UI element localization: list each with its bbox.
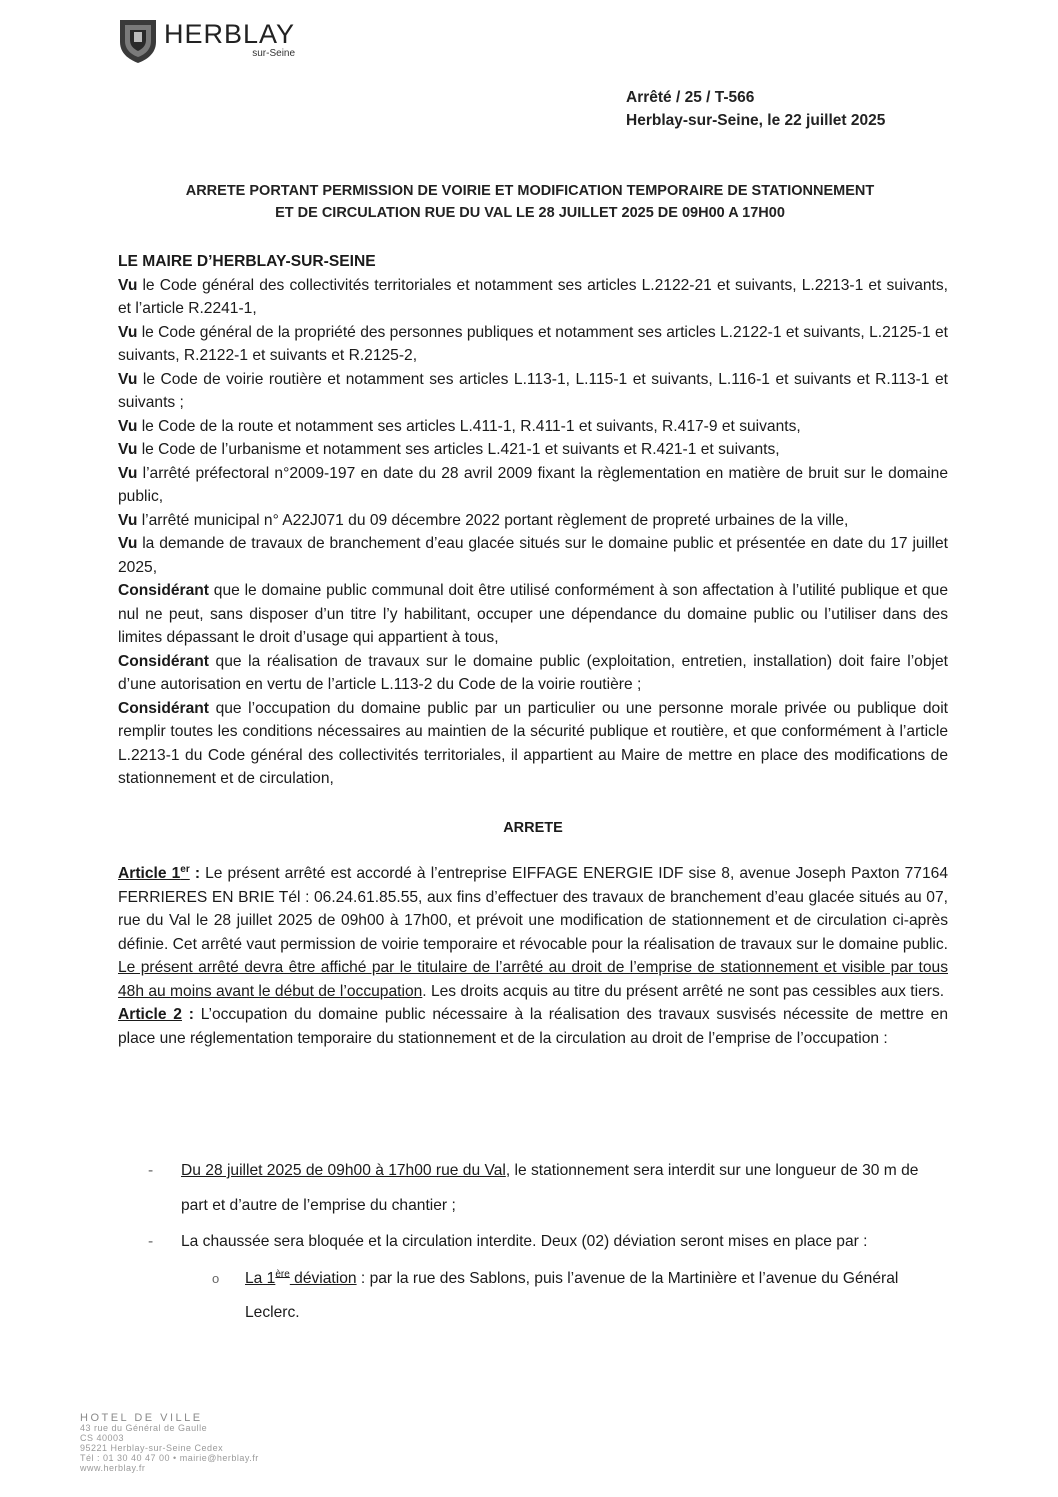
list-item <box>118 1225 948 1260</box>
visa-lead: Vu <box>118 511 138 529</box>
article-2-colon: : <box>181 1006 201 1023</box>
visa-lead: Vu <box>118 323 138 341</box>
visa-paragraph <box>118 462 948 509</box>
footer-address: 43 rue du Général de Gaulle <box>80 1423 208 1433</box>
considerant-lead: Considérant <box>118 582 209 599</box>
considerant-lead: Considérant <box>118 699 209 717</box>
list-item-underlined: Du 28 juillet 2025 de 09h00 à 17h00 rue du Val <box>181 1162 506 1179</box>
sub-item-sup: ère <box>275 1268 290 1280</box>
sub-item-text: : par la rue des Sablons, puis l’avenue de la Martinière et l’avenue du Général Leclerc. <box>245 1269 899 1321</box>
article-1-label-text: Article 1 <box>118 865 181 882</box>
visa-text: le Code de voirie routière et notamment ses articles L.113-1, L.115-1 et suivants, L.116-1 et suivants et R.113-1 et suivants ; <box>118 370 948 411</box>
article-1-label-sup: er <box>180 863 190 875</box>
article-2-label: Article 2 <box>118 1006 182 1023</box>
visa-text: le Code de la route et notamment ses articles L.411-1, R.411-1 et suivants, R.417-9 et suivants, <box>137 417 801 435</box>
title-line-2: ET DE CIRCULATION RUE DU VAL LE 28 JUILLET 2025 DE 09H00 A 17H00 <box>275 205 785 221</box>
city-crest-icon <box>116 16 160 64</box>
visa-paragraph <box>118 415 948 439</box>
considerant-lead: Considérant <box>118 652 209 670</box>
article-1-colon: : <box>189 865 206 882</box>
place-and-date: Herblay-sur-Seine, le 22 juillet 2025 <box>626 112 886 129</box>
article-2 <box>118 1003 948 1050</box>
list-item-text: La chaussée sera bloquée et la circulation interdite. Deux (02) déviation seront mises en place par : <box>181 1233 868 1250</box>
article-1-label <box>118 865 190 882</box>
document-body <box>118 250 948 1050</box>
article-1-tail: . Les droits acquis au titre du présent arrêté ne sont pas cessibles aux tiers. <box>422 982 945 1000</box>
footer-cs: CS 40003 <box>80 1433 125 1443</box>
visa-lead: Vu <box>118 276 138 294</box>
title-line-1: ARRETE PORTANT PERMISSION DE VOIRIE ET MODIFICATION TEMPORAIRE DE STATIONNEMENT <box>185 183 875 199</box>
list-item <box>118 1154 948 1223</box>
considerant-text: que l’occupation du domaine public par un particulier ou une personne morale privée ou publique doit remplir toutes les conditions nécessaires au maintien de la sécurité publique et routière, et que conformément à l’article L.2213-1 du Code général des collectivités territoriales, il appartient au Maire de mettre en place des modifications de stationnement et de circulation, <box>118 699 948 787</box>
document-title <box>60 180 1000 224</box>
considerant-paragraph <box>118 697 948 791</box>
considerant-text: que la réalisation de travaux sur le domaine public (exploitation, entretien, installation) doit faire l’objet d’une autorisation en vertu de l’article L.113-2 du Code de la voirie routière ; <box>118 652 948 693</box>
considerant-paragraph <box>118 579 948 650</box>
footer-contact: Tél : 01 30 40 47 00 • mairie@herblay.fr <box>80 1453 259 1463</box>
visa-paragraph <box>118 368 948 415</box>
visa-paragraph <box>118 321 948 368</box>
logo-subtitle: sur-Seine <box>252 48 296 59</box>
circle-bullet-icon: o <box>212 1270 220 1286</box>
visa-text: le Code général de la propriété des personnes publiques et notamment ses articles L.2122-1 et suivants, L.2125-1 et suivants, R.2122-1 et suivants et R.2125-2, <box>118 323 948 364</box>
arrete-heading: ARRETE <box>503 819 563 836</box>
list-item-text: , le stationnement sera interdit sur une longueur de 30 m de part et d’autre de l’emprise du chantier ; <box>181 1162 919 1214</box>
considerant-text: que le domaine public communal doit être utilisé conformément à son affectation à l’utilité publique et que nul ne peut, sans disposer d’un titre l’y habilitant, occuper une dépendance du domaine public ou l’utiliser dans des limites dépassant le droit d’usage qui appartient à tous, <box>118 582 948 646</box>
visa-text: le Code de l’urbanisme et notamment ses articles L.421-1 et suivants et R.421-1 et suivants, <box>137 441 780 458</box>
dash-bullet-icon: - <box>148 1233 154 1250</box>
decree-reference-block <box>626 86 885 132</box>
visa-text: le Code général des collectivités territoriales et notamment ses articles L.2122-21 et suivants, L.2213-1 et suivants, et l’article R.2241-1, <box>118 276 948 317</box>
logo-name: HERBLAY <box>164 19 296 49</box>
visa-paragraph <box>118 438 948 462</box>
footer-website: www.herblay.fr <box>80 1463 146 1473</box>
article-1-text: Le présent arrêté est accordé à l’entreprise EIFFAGE ENERGIE IDF sise 8, avenue Joseph Paxton 77164 FERRIERES EN BRIE Tél : 06.24.61.85.55, aux fins d’effectuer des travaux de branchement d’eau glacée situés au 07, rue du Val le 28 juillet 2025 de 09h00 à 17h00, et prévoit une modification de stationnement et de circulation ci-après définie. Cet arrêté vaut permission de voirie temporaire et révocable pour la réalisation de travaux sur le domaine public. <box>118 865 948 953</box>
visa-lead: Vu <box>118 535 138 552</box>
dash-bullet-icon: - <box>148 1162 154 1179</box>
measures-list <box>118 1154 948 1331</box>
authority-heading: LE MAIRE D’HERBLAY-SUR-SEINE <box>118 253 376 270</box>
visa-paragraph <box>118 509 948 533</box>
visa-text: l’arrêté préfectoral n°2009-197 en date du 28 avril 2009 fixant la règlementation en matière de bruit sur le domaine public, <box>118 464 948 505</box>
article-1-underlined-text: Le présent arrêté devra être affiché par le titulaire de l’arrêté au droit de l’emprise de stationnement et visible par tous 48h au moins avant le début de l’occupation <box>118 959 948 1000</box>
town-hall-footer <box>80 1413 259 1473</box>
footer-city: 95221 Herblay-sur-Seine Cedex <box>80 1443 224 1453</box>
footer-title: HOTEL DE VILLE <box>80 1412 203 1424</box>
article-2-text: L’occupation du domaine public nécessaire à la réalisation des travaux susvisés nécessite de mettre en place une réglementation temporaire du stationnement et de la circulation au droit de l’emprise de l’occupation : <box>118 1006 948 1047</box>
visa-lead: Vu <box>118 441 138 458</box>
considerant-paragraph <box>118 650 948 697</box>
sub-list-item <box>118 1262 948 1331</box>
visa-paragraph <box>118 532 948 579</box>
sub-item-underlined-b: déviation <box>289 1269 357 1287</box>
city-logo <box>116 16 295 64</box>
visa-lead: Vu <box>118 417 138 435</box>
article-1 <box>118 862 948 1003</box>
visa-lead: Vu <box>118 370 138 388</box>
decree-number: Arrêté / 25 / T-566 <box>626 89 755 106</box>
visa-text: l’arrêté municipal n° A22J071 du 09 décembre 2022 portant règlement de propreté urbaines de la ville, <box>137 511 849 529</box>
visa-lead: Vu <box>118 464 138 482</box>
sub-item-underlined-a: La 1 <box>245 1269 276 1287</box>
visa-text: la demande de travaux de branchement d’eau glacée situés sur le domaine public et présentée en date du 17 juillet 2025, <box>118 535 948 576</box>
visa-paragraph <box>118 274 948 321</box>
